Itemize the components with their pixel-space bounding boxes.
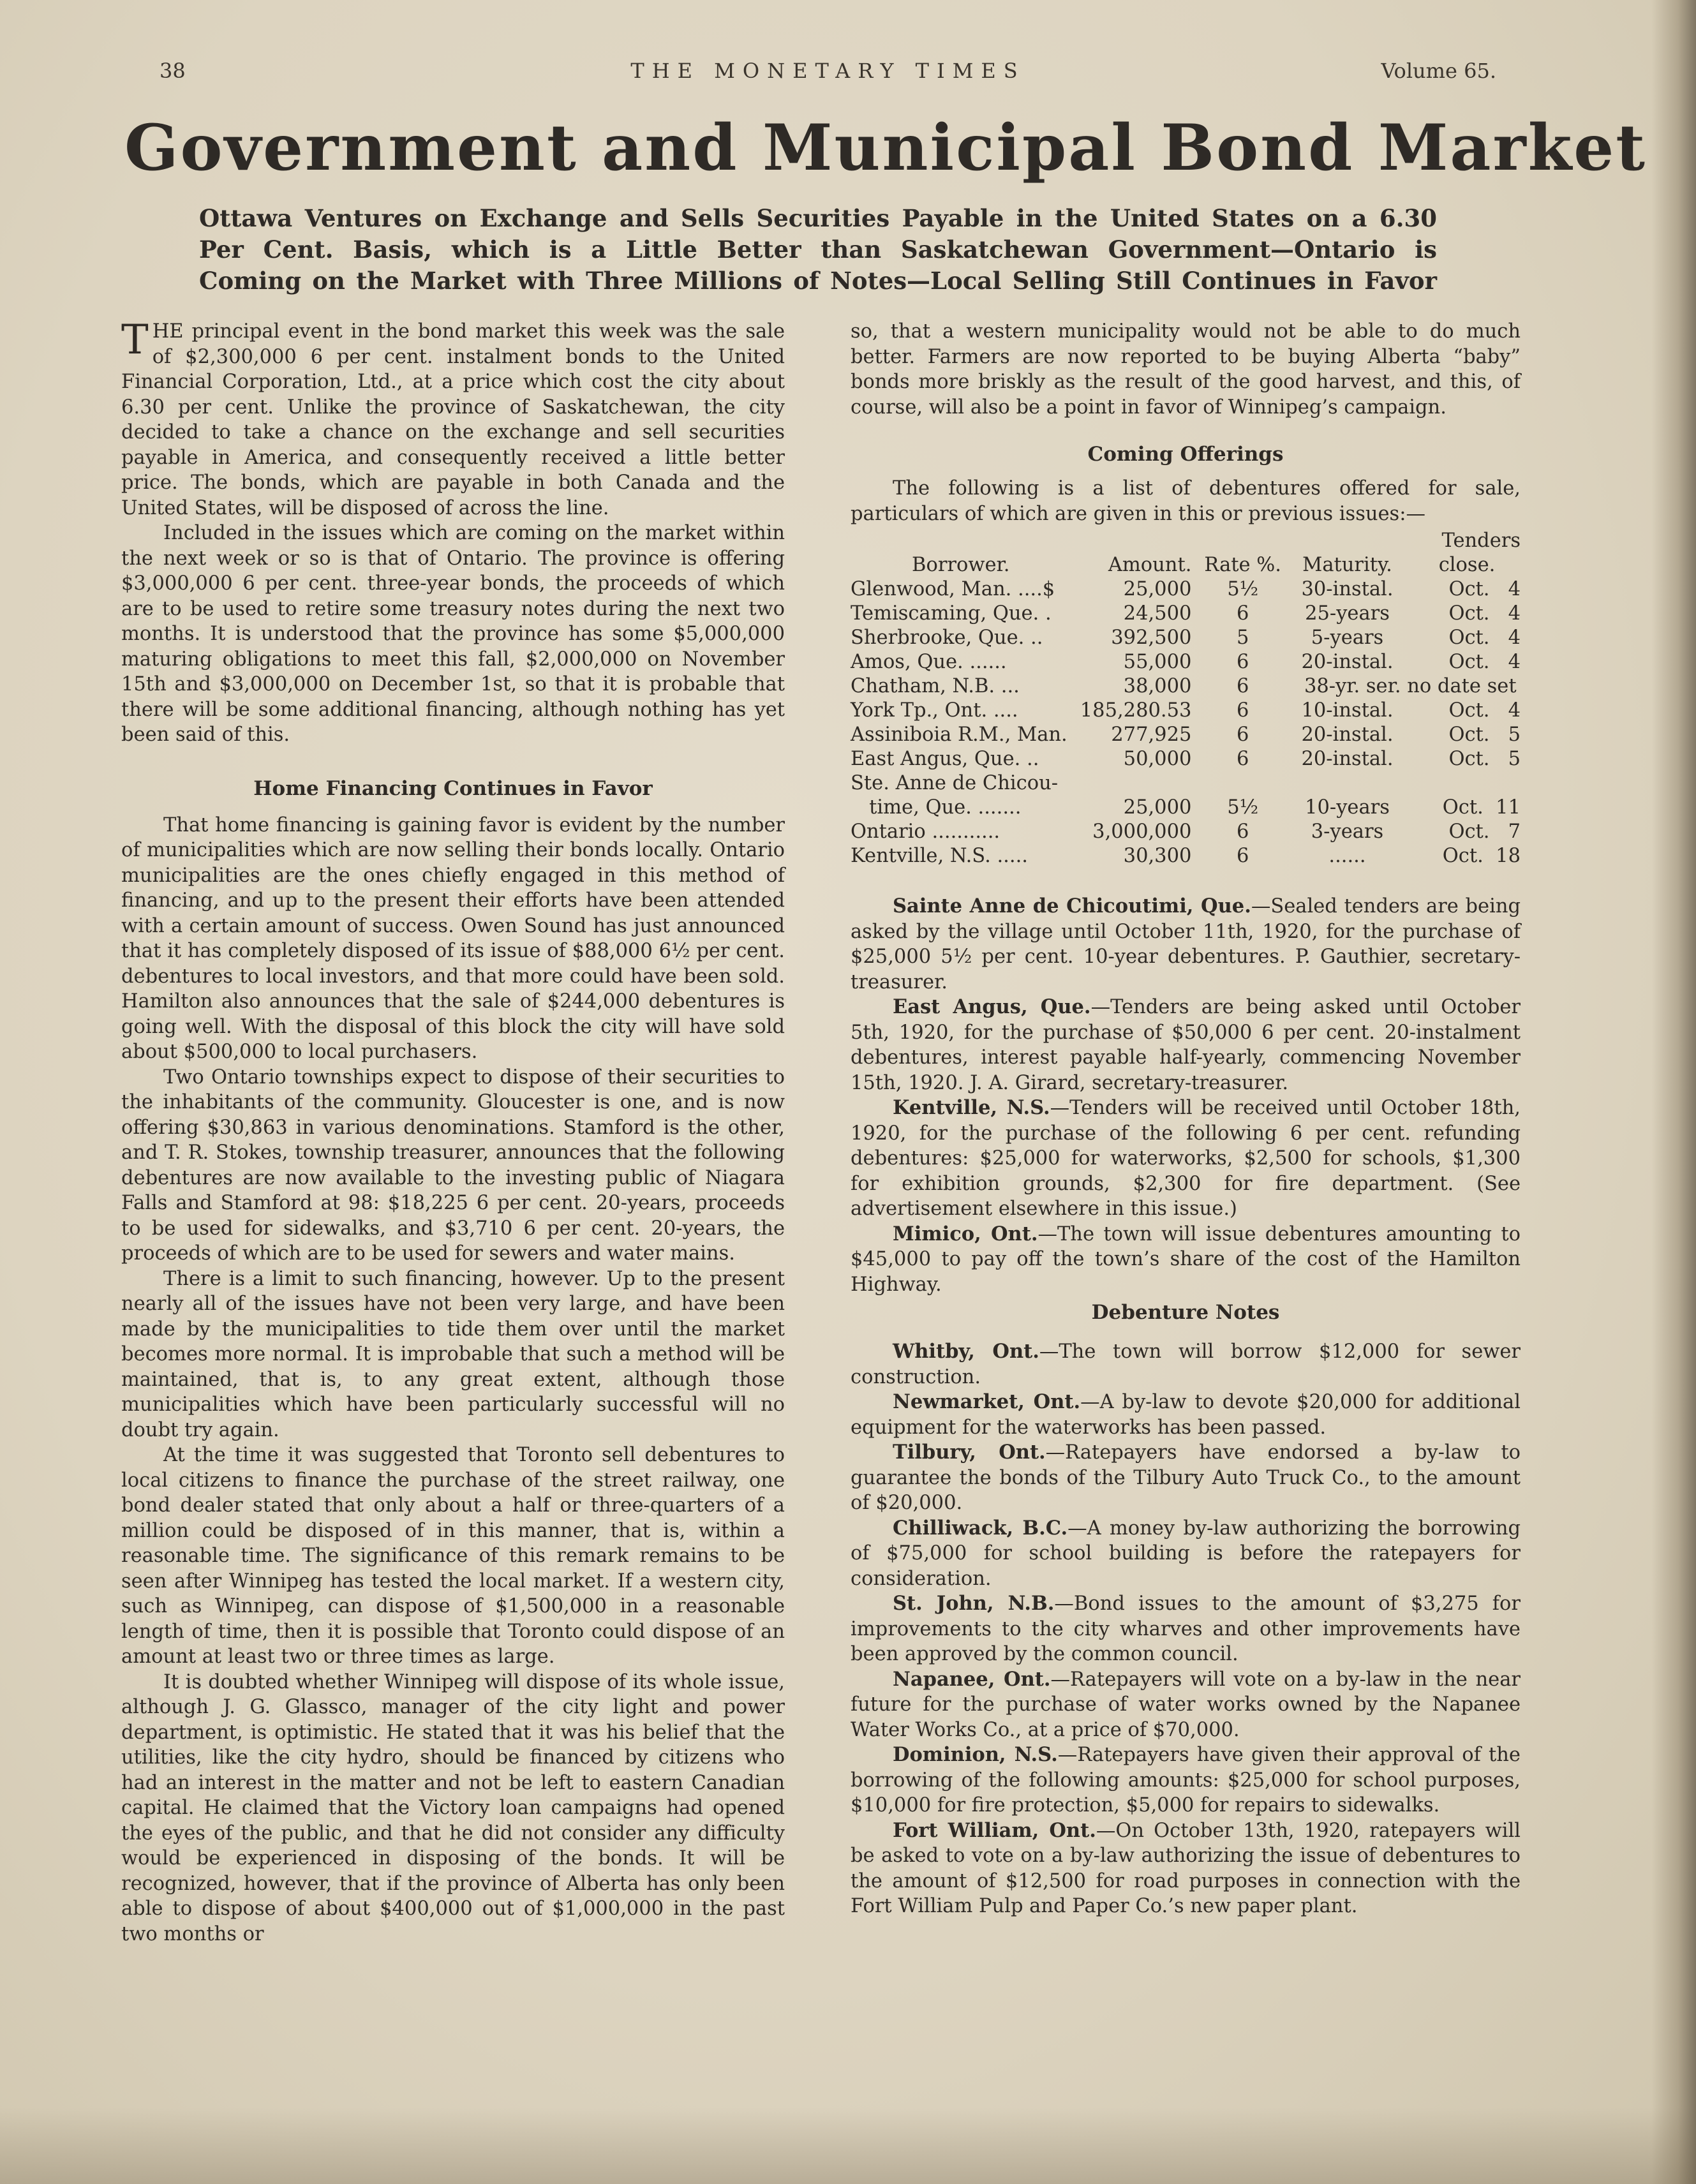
table-row xyxy=(851,602,1521,626)
notice-place: Mimico, Ont. xyxy=(893,1222,1038,1245)
notice-place: Chilliwack, B.C. xyxy=(893,1516,1068,1540)
notice-place: Dominion, N.S. xyxy=(893,1743,1058,1766)
notice-text: —Sealed tenders are being asked by the village until October 11th, 1920, for the purchase of $25,000 5½ per cent. 10-year debentures. P. Gauthier, secretary-treasurer. xyxy=(851,895,1521,993)
column-header: Borrower. xyxy=(912,554,1010,576)
notice-text: —Bond issues to the amount of $3,275 for improvements to the city wharves and other improvements have been approved by the common council. xyxy=(851,1593,1521,1665)
section-title: Coming Offerings xyxy=(1087,443,1284,466)
table-cell: 24,500 xyxy=(1123,602,1192,625)
notice-paragraph xyxy=(851,1818,1521,1919)
subhead-line: Ottawa Ventures on Exchange and Sells Securities Payable in the United States on a 6.30 xyxy=(199,204,1437,232)
paragraph: It is doubted whether Winnipeg will dispose of its whole issue, although J. G. Glassco, manager of the city light and power department, is optimistic. He stated that it was his belief that the utilities, like the city hydro, should be financed by citizens who had an interest in the matter and not be left to eastern Canadian capital. He claimed that the Victory loan campaigns had opened the eyes of the public, and that he did not consider any difficulty would be experienced in disposing of the bonds. It will be recognized, however, that if the province of Alberta has only been able to dispose of about $400,000 out of $1,000,000 in the past two months or xyxy=(121,1670,785,1945)
publication-name: THE MONETARY TIMES xyxy=(630,59,1025,83)
table-cell: Oct. 5 xyxy=(1448,724,1521,746)
table-cell: 5½ xyxy=(1227,578,1259,600)
notice-place: Napanee, Ont. xyxy=(893,1667,1051,1691)
table-cell: 6 xyxy=(1236,651,1249,673)
notice-paragraph xyxy=(851,1390,1521,1440)
offerings-table xyxy=(851,529,1521,868)
table-cell: Oct. 4 xyxy=(1448,578,1521,600)
table-cell: East Angus, Que. .. xyxy=(851,748,1039,770)
table-cell: 6 xyxy=(1236,821,1249,843)
section-title: Home Financing Continues in Favor xyxy=(253,776,653,800)
table-cell: 5½ xyxy=(1227,796,1259,819)
notice-place: St. John, N.B. xyxy=(893,1592,1055,1615)
paragraph: At the time it was suggested that Toronto sell debentures to local citizens to finance the purchase of the street railway, one bond dealer stated that only about a half or three-quarters of a million could be disposed of in this manner, that is, within a reasonable time. The significance of this remark remains to be seen after Winnipeg has tested the local market. If a western city, such as Winnipeg, can dispose of $1,500,000 in a reasonable length of time, then it is possible that Toronto could dispose of an amount at least two or three times as large. xyxy=(121,1444,785,1668)
table-cell: 20-instal. xyxy=(1301,748,1394,770)
table-row xyxy=(851,796,1521,820)
notice-text: —On October 13th, 1920, ratepayers will be asked to vote on a by-law authorizing the issue of debentures to the amount of $12,500 for road purposes in connection with the Fort William Pulp and Paper Co.’s new paper plant. xyxy=(851,1819,1521,1917)
right-column xyxy=(851,319,1521,1919)
table-cell: Oct. 18 xyxy=(1442,845,1521,867)
table-cell: Amos, Que. ...... xyxy=(851,651,1007,673)
table-row xyxy=(851,650,1521,674)
left-column xyxy=(121,316,785,1947)
table-row xyxy=(851,723,1521,747)
table-cell: York Tp., Ont. .... xyxy=(851,699,1018,722)
notice-paragraph xyxy=(851,1096,1521,1222)
table-cell: Oct. 4 xyxy=(1448,651,1521,673)
notice-text: —A by-law to devote $20,000 for additional equipment for the waterworks has been passed. xyxy=(851,1391,1521,1439)
notice-paragraph xyxy=(851,1667,1521,1743)
table-cell: Oct. 4 xyxy=(1448,602,1521,625)
subhead xyxy=(199,203,1437,297)
notice-text: —Ratepayers have endorsed a by-law to guarantee the bonds of the Tilbury Auto Truck Co., to the amount of $20,000. xyxy=(851,1441,1521,1514)
table-cell: Sherbrooke, Que. .. xyxy=(851,627,1043,649)
table-cell: time, Que. ....... xyxy=(851,796,1022,819)
notice-place: Newmarket, Ont. xyxy=(893,1390,1081,1413)
page-bottom-shadow xyxy=(0,2107,1696,2184)
table-cell: 6 xyxy=(1236,845,1249,867)
table-cell: 6 xyxy=(1236,602,1249,625)
notice-place: Kentville, N.S. xyxy=(893,1096,1050,1119)
table-row xyxy=(851,844,1521,868)
table-row xyxy=(851,771,1521,796)
table-cell: ...... xyxy=(1328,845,1366,867)
table-header-top: Tenders xyxy=(1441,530,1521,552)
table-cell: Chatham, N.B. ... xyxy=(851,675,1020,697)
paragraph: The following is a list of debentures offered for sale, particulars of which are given in this or previous issues:— xyxy=(851,477,1521,525)
table-cell xyxy=(1204,771,1281,796)
table-cell: 30-instal. xyxy=(1301,578,1394,600)
subhead-line: Per Cent. Basis, which is a Little Better than Saskatchewan Government—Ontario is xyxy=(199,235,1437,264)
table-cell: 30,300 xyxy=(1123,845,1192,867)
column-header: Rate %. xyxy=(1204,554,1281,576)
running-head xyxy=(160,59,1496,91)
table-cell xyxy=(1413,771,1521,796)
table-cell xyxy=(1281,771,1413,796)
table-cell: 10-years xyxy=(1305,796,1390,819)
drop-cap: T xyxy=(121,316,149,364)
notice-text: —The town will borrow $12,000 for sewer construction. xyxy=(851,1341,1521,1388)
table-cell: Oct. 4 xyxy=(1448,699,1521,722)
table-cell: Temiscaming, Que. . xyxy=(851,602,1052,625)
table-cell: Ste. Anne de Chicou- xyxy=(851,772,1059,794)
table-cell: 25,000 xyxy=(1123,578,1192,600)
table-row xyxy=(851,674,1521,699)
notice-paragraph xyxy=(851,995,1521,1096)
table-row xyxy=(851,626,1521,650)
notice-text: —Ratepayers will vote on a by-law in the near future for the purchase of water works owned by the Napanee Water Works Co., at a price of $70,000. xyxy=(851,1668,1521,1741)
table-cell: 55,000 xyxy=(1123,651,1192,673)
notice-paragraph xyxy=(851,1339,1521,1390)
table-row xyxy=(851,747,1521,771)
table-cell: 6 xyxy=(1236,675,1249,697)
notice-paragraph xyxy=(851,1222,1521,1298)
table-cell: 50,000 xyxy=(1123,748,1192,770)
notice-paragraph xyxy=(851,1742,1521,1818)
notice-place: East Angus, Que. xyxy=(893,995,1091,1018)
table-cell: Oct. 7 xyxy=(1448,821,1521,843)
volume-label: Volume 65. xyxy=(1381,59,1496,83)
table-header-row xyxy=(851,553,1521,577)
table-row xyxy=(851,820,1521,844)
paragraph: That home financing is gaining favor is evident by the number of municipalities which are now selling their bonds locally. Ontario municipalities are the ones chiefly engaged in this method of financing, and up to the present their efforts have been attended with a certain amount of success. Owen Sound has just announced that it has completely disposed of its issue of $88,000 6½ per cent. debentures to local investors, and that more could have been sold. Hamilton also announces that the sale of $244,000 debentures is going well. With the disposal of this block the city will have sold about $500,000 to local purchasers. xyxy=(121,813,785,1063)
table-cell: 5 xyxy=(1236,627,1249,649)
notice-place: Whitby, Ont. xyxy=(893,1340,1039,1363)
table-cell: 10-instal. xyxy=(1301,699,1394,722)
debenture-notes xyxy=(851,1339,1521,1919)
headline: Government and Municipal Bond Market xyxy=(124,111,1648,185)
table-cell: 3-years xyxy=(1311,821,1384,843)
table-cell: Oct. 4 xyxy=(1448,627,1521,649)
paragraph: Included in the issues which are coming on the market within the next week or so is that of Ontario. The province is offering $3,000,000 6 per cent. three-year bonds, the proceeds of which are to be used to retire some treasury notes during the next two months. It is understood that the province has some $5,000,000 maturing obligations to meet this fall, $2,000,000 on November 15th and $3,000,000 on December 1st, so that it is probable that there will be some additional financing, although nothing has yet been said of this. xyxy=(121,522,785,746)
paragraph: so, that a western municipality would not be able to do much better. Farmers are now reported to be buying Alberta “baby” bonds more briskly as the result of the good harvest, and this, of course, will also be a point in favor of Winnipeg’s campaign. xyxy=(851,320,1521,419)
table-cell: 6 xyxy=(1236,748,1249,770)
page-number: 38 xyxy=(160,59,186,83)
table-cell: 277,925 xyxy=(1111,724,1192,746)
paragraph-text: HE principal event in the bond market this week was the sale of $2,300,000 6 per cent. instalment bonds to the United Financial Corporation, Ltd., at a price which cost the city about 6.30 per cent. Unlike the province of Saskatchewan, the city decided to take a chance on the exchange and sell securities payable in America, and consequently received a little better price. The bonds, which are payable in both Canada and the United States, will be disposed of across the line. xyxy=(121,320,785,519)
notice-text: —The town will issue debentures amounting to $45,000 to pay off the town’s share of the cost of the Hamilton Highway. xyxy=(851,1222,1521,1296)
table-cell: Ontario ........... xyxy=(851,821,1000,843)
table-cell: 38,000 xyxy=(1123,675,1192,697)
notice-paragraph xyxy=(851,1516,1521,1592)
column-header: Amount. xyxy=(1108,554,1192,576)
table-cell: Oct. 5 xyxy=(1448,748,1521,770)
notice-paragraph xyxy=(851,1440,1521,1516)
table-row xyxy=(851,577,1521,602)
notice-place: Fort William, Ont. xyxy=(893,1818,1096,1842)
notice-text: —Tenders will be received until October 18th, 1920, for the purchase of the following 6 per cent. refunding debentures: $25,000 for waterworks, $2,500 for schools, $1,300 for exhibition grounds, $2,300 for fire department. (See advertisement elsewhere in this issue.) xyxy=(851,1097,1521,1220)
table-cell: 25,000 xyxy=(1123,796,1192,819)
notice-text: —Ratepayers have given their approval of the borrowing of the following amounts: $25,000 for school purposes, $10,000 for fire protection, $5,000 for repairs to sidewalks. xyxy=(851,1744,1521,1816)
notice-place: Sainte Anne de Chicoutimi, Que. xyxy=(893,895,1251,917)
table-cell: 185,280.53 xyxy=(1080,699,1192,722)
table-cell: Kentville, N.S. ..... xyxy=(851,845,1028,867)
table-cell xyxy=(1071,771,1205,796)
column-header: Maturity. xyxy=(1302,554,1392,576)
table-cell: 20-instal. xyxy=(1301,651,1394,673)
section-title: Debenture Notes xyxy=(1091,1301,1280,1324)
notice-place: Tilbury, Ont. xyxy=(893,1441,1046,1464)
table-cell: 6 xyxy=(1236,724,1249,746)
table-cell: Oct. 11 xyxy=(1442,796,1521,819)
table-cell: 38-yr. ser. no date set xyxy=(1304,675,1517,697)
paragraph xyxy=(121,316,785,521)
notice-text: —A money by-law authorizing the borrowing of $75,000 for school building is before the ratepayers for consideration. xyxy=(851,1517,1521,1590)
table-cell: Glenwood, Man. ....$ xyxy=(851,578,1055,600)
table-cell: 20-instal. xyxy=(1301,724,1394,746)
notice-paragraph xyxy=(851,894,1521,995)
table-cell: Assiniboia R.M., Man. xyxy=(851,724,1067,746)
table-body xyxy=(851,577,1521,868)
table-cell: 3,000,000 xyxy=(1092,821,1192,843)
table-cell: 5-years xyxy=(1311,627,1384,649)
table-cell: 392,500 xyxy=(1111,627,1192,649)
notice-text: —Tenders are being asked until October 5th, 1920, for the purchase of $50,000 6 per cent. 20-instalment debentures, interest payable half-yearly, commencing November 15th, 1920. J. A. Girard, secretary-treasurer. xyxy=(851,996,1521,1094)
paragraph: There is a limit to such financing, however. Up to the present nearly all of the issues have not been very large, and have been made by the municipalities to tide them over until the market becomes more normal. It is improbable that such a method will be maintained, that is, to any great extent, although those municipalities which have been particularly successful will no doubt try again. xyxy=(121,1267,785,1441)
table-row xyxy=(851,699,1521,723)
subhead-line: Coming on the Market with Three Millions of Notes—Local Selling Still Continues in Favor xyxy=(199,267,1437,295)
table-cell: 6 xyxy=(1236,699,1249,722)
column-header: close. xyxy=(1438,554,1496,576)
table-cell: 25-years xyxy=(1305,602,1390,625)
notices xyxy=(851,894,1521,1297)
page-edge-shadow xyxy=(1651,0,1696,2184)
notice-paragraph xyxy=(851,1591,1521,1667)
paragraph: Two Ontario townships expect to dispose of their securities to the inhabitants of the community. Gloucester is one, and is now offering $30,863 in various denominations. Stamford is the other, and T. R. Stokes, township treasurer, announces that the following debentures are now available to the investing public of Niagara Falls and Stamford at 98: $18,225 6 per cent. 20-years, proceeds to be used for sidewalks, and $3,710 6 per cent. 20-years, the proceeds of which are to be used for sewers and water mains. xyxy=(121,1066,785,1265)
